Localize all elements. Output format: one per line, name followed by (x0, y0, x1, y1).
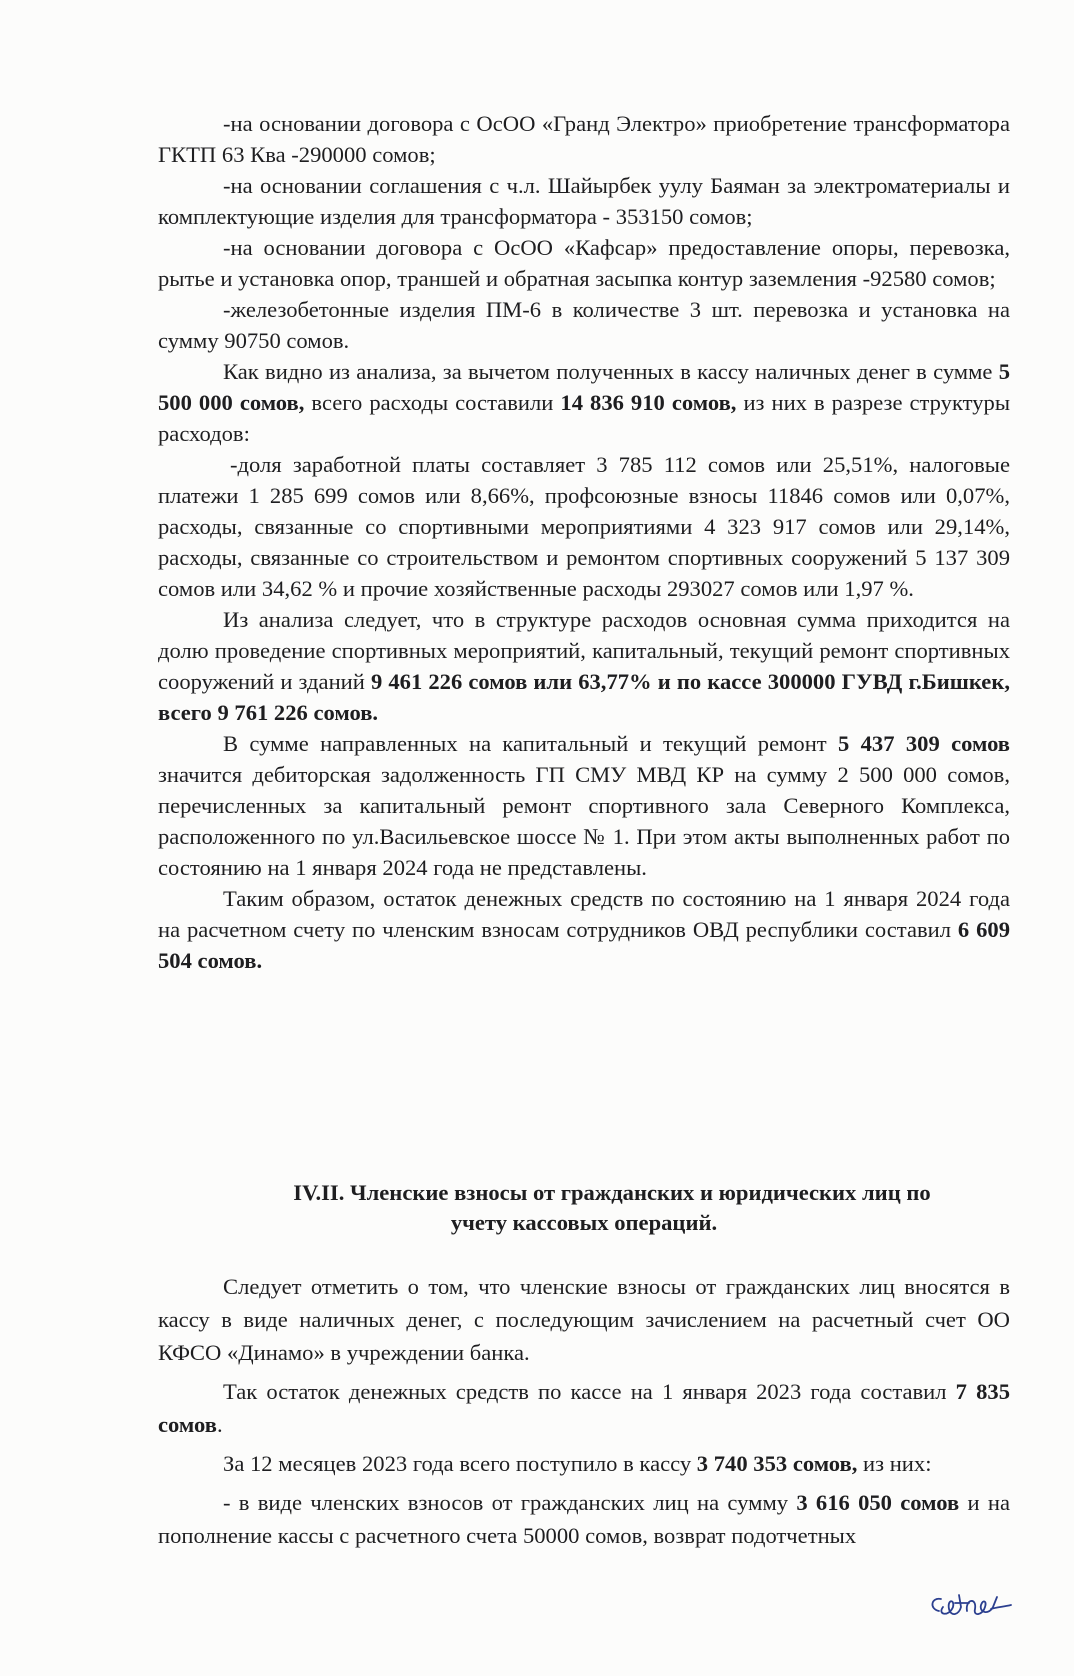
paragraph-text: и на пополнение кассы с расчетного счета 50000 сомов, возврат подотчетных (158, 1490, 1010, 1548)
bold-amount: 3 616 050 сомов (796, 1490, 960, 1515)
bold-amount: 3 740 353 сомов, (696, 1451, 858, 1476)
paragraph-text: В сумме направленных на капитальный и текущий ремонт (223, 731, 839, 756)
bold-amount: 6 609 504 сомов. (158, 917, 1010, 973)
paragraph-text: - в виде членских взносов от гражданских лиц на сумму (223, 1490, 797, 1515)
paragraph (158, 1447, 1010, 1480)
paragraph-text: из них в разрезе структуры расходов: (158, 390, 1010, 446)
paragraph (158, 170, 1010, 232)
paragraph-text: из них: (857, 1451, 932, 1476)
paragraph-text: -на основании договора с ОсОО «Гранд Электро» приобретение трансформатора ГКТП 63 Ква -290000 сомов; (158, 111, 1010, 167)
paragraph-text: Таким образом, остаток денежных средств по состоянию на 1 января 2024 года на расчетном счету по членским взносам сотрудников ОВД республики составил (158, 886, 1010, 942)
bold-amount: 5 437 309 сомов (838, 731, 1010, 756)
paragraph-text: всего расходы составили (304, 390, 561, 415)
paragraph (158, 728, 1010, 883)
section-heading (158, 1178, 1010, 1238)
paragraph-text: -доля заработной платы составляет 3 785 112 сомов или 25,51%, налоговые платежи 1 285 699 сомов или 8,66%, профсоюзные взносы 11846 сомов или 0,07%, расходы, связанные со спортивными мероприятиями 4 323 917 сомов или 29,14%, расходы, связанные со строительством и ремонтом спортивных сооружений 5 137 309 сомов или 34,62 % и прочие хозяйственные расходы 293027 сомов или 1,97 %. (158, 452, 1010, 601)
paragraph-text: Как видно из анализа, за вычетом полученных в кассу наличных денег в сумме (223, 359, 999, 384)
paragraph-text: . (216, 1412, 223, 1437)
bold-amount: 14 836 910 сомов, (560, 390, 737, 415)
paragraph-text: Из анализа следует, что в структуре расходов основная сумма приходится на долю проведение спортивных мероприятий, капитальный, текущий ремонт спортивных сооружений и зданий (158, 607, 1010, 694)
paragraph (158, 883, 1010, 976)
paragraph-text: -железобетонные изделия ПМ-6 в количестве 3 шт. перевозка и установка на сумму 90750 сомов. (158, 297, 1010, 353)
paragraph (158, 1375, 1010, 1441)
paragraph-text: -на основании договора с ОсОО «Кафсар» предоставление опоры, перевозка, рытье и установка опор, траншей и обратная засыпка контур заземления -92580 сомов; (158, 235, 1010, 291)
paragraph (158, 449, 1010, 604)
paragraph (158, 232, 1010, 294)
paragraph (158, 356, 1010, 449)
paragraph-text: -на основании соглашения с ч.л. Шайырбек уулу Баяман за электроматериалы и комплектующие изделия для трансформатора - 353150 сомов; (158, 173, 1010, 229)
paragraph-text: Следует отметить о том, что членские взносы от гражданских лиц вносятся в кассу в виде наличных денег, с последующим зачислением на расчетный счет ОО КФСО «Динамо» в учреждении банка. (158, 1274, 1010, 1365)
paragraph (158, 1270, 1010, 1369)
bold-amount: 7 835 сомов (158, 1379, 1010, 1437)
section-heading-line-2: учету кассовых операций. (450, 1210, 718, 1235)
paragraph (158, 1486, 1010, 1552)
bold-amount: 5 500 000 сомов, (158, 359, 1010, 415)
section-heading-line-1: IV.II. Членские взносы от гражданских и юридических лиц по (293, 1180, 931, 1205)
paragraph (158, 294, 1010, 356)
paragraph-text: значится дебиторская задолженность ГП СМУ МВД КР на сумму 2 500 000 сомов, перечисленных за капитальный ремонт спортивного зала Северного Комплекса, расположенного по ул.Васильевское шоссе № 1. При этом акты выполненных работ по состоянию на 1 января 2024 года не представлены. (158, 762, 1010, 880)
handwritten-signature (925, 1585, 1015, 1625)
document-body (158, 108, 1010, 976)
paragraph (158, 108, 1010, 170)
paragraph-text: Так остаток денежных средств по кассе на 1 января 2023 года составил (223, 1379, 956, 1404)
paragraph (158, 604, 1010, 728)
section-body (158, 1270, 1010, 1552)
paragraph-text: За 12 месяцев 2023 года всего поступило в кассу (223, 1451, 697, 1476)
bold-amount: 9 461 226 сомов или 63,77% и по кассе 300000 ГУВД г.Бишкек, всего 9 761 226 сомов. (158, 669, 1010, 725)
